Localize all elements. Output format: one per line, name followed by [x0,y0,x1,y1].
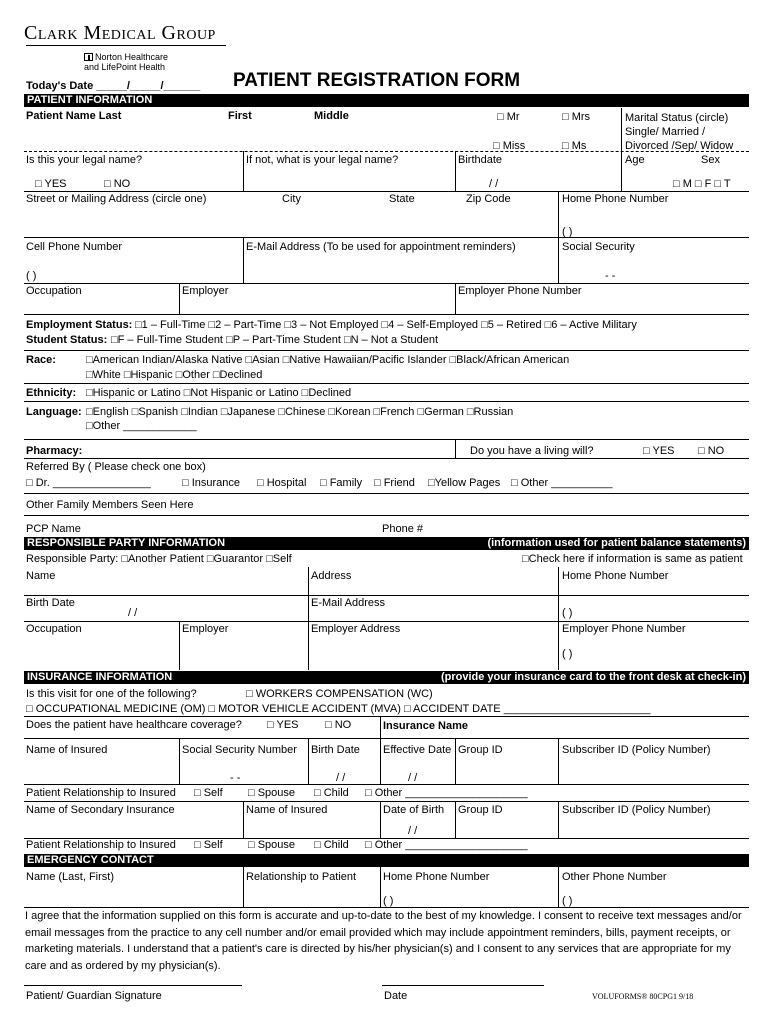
patient-signature-field[interactable]: Patient/ Guardian Signature [26,990,162,1002]
legal-name-no-checkbox[interactable]: □ NO [104,178,131,190]
student-status-label: Student Status: [26,334,108,346]
title-miss-checkbox[interactable]: □ Miss [493,140,526,152]
section-note: (provide your insurance card to the front desk at check-in) [440,671,746,683]
employer-field[interactable]: Employer [182,285,229,297]
employment-status-options[interactable]: □1 – Full-Time □2 – Part-Time □3 – Not Employed □4 – Self-Employed □5 – Retired □6 – Active Military [135,319,637,331]
clinic-logo [24,22,216,45]
responsible-email-field[interactable]: E-Mail Address [311,597,385,609]
living-will-no-checkbox[interactable]: □ NO [698,445,725,457]
responsible-birth-date-field[interactable]: Birth Date [26,597,75,609]
section-title: INSURANCE INFORMATION [27,671,173,683]
state-field[interactable]: State [389,193,415,205]
todays-date-field[interactable]: Today's Date _____/_____/______ [26,80,201,92]
norton-mark-icon [84,53,93,61]
cell-area-code: ( ) [26,270,37,282]
pcp-name-field[interactable]: PCP Name [26,523,81,535]
patient-last-name-field[interactable]: Patient Name Last [26,110,122,122]
date-line [382,985,544,986]
ssn-dashes: - - [605,270,616,282]
signature-line [24,985,242,986]
race-options-1[interactable]: □American Indian/Alaska Native □Asian □Native Hawaiian/Pacific Islander □Black/African American [86,354,570,366]
occupation-field[interactable]: Occupation [26,285,82,297]
referred-hospital-checkbox[interactable]: □ Hospital [257,477,307,489]
relationship-other-checkbox[interactable]: □ Other ____________________ [365,787,528,799]
visit-type-options[interactable]: □ OCCUPATIONAL MEDICINE (OM) □ MOTOR VEHICLE ACCIDENT (MVA) □ ACCIDENT DATE ________________________ [26,703,651,715]
subscriber-id-field[interactable]: Subscriber ID (Policy Number) [562,744,711,756]
race-label: Race: [26,354,56,366]
responsible-phone-area-code: ( ) [562,607,573,619]
emergency-home-phone-field[interactable]: Home Phone Number [383,871,490,883]
employment-status-label: Employment Status: [26,319,133,331]
referred-friend-checkbox[interactable]: □ Friend [374,477,415,489]
birthdate-field[interactable]: Birthdate [458,154,503,166]
other-family-members-field[interactable]: Other Family Members Seen Here [26,499,194,511]
legal-name-question: Is this your legal name? [26,154,143,166]
form-title: PATIENT REGISTRATION FORM [233,70,521,91]
pharmacy-field[interactable]: Pharmacy: [26,445,83,457]
patient-middle-name-field[interactable]: Middle [314,110,349,122]
secondary-subscriber-id-field[interactable]: Subscriber ID (Policy Number) [562,804,711,816]
sex-label: Sex [701,154,720,166]
street-address-field[interactable]: Street or Mailing Address (circle one) [26,193,207,205]
workers-comp-checkbox[interactable]: □ WORKERS COMPENSATION (WC) [246,688,433,700]
secondary-group-id-field[interactable]: Group ID [458,804,503,816]
section-insurance-information [24,671,749,684]
title-mr-checkbox[interactable]: □ Mr [497,111,520,123]
age-field[interactable]: Age [625,154,645,166]
referred-other-checkbox[interactable]: □ Other __________ [511,477,613,489]
zip-code-field[interactable]: Zip Code [466,193,511,205]
insured-ssn-dashes: - - [230,772,241,784]
section-title: RESPONSIBLE PARTY INFORMATION [27,537,226,549]
responsible-employer-field[interactable]: Employer [182,623,229,635]
visit-type-question: Is this visit for one of the following? [26,688,197,700]
responsible-employer-address-field[interactable]: Employer Address [311,623,401,635]
marital-options-2: Divorced /Sep/ Widow [625,140,734,152]
section-title: PATIENT INFORMATION [27,94,153,106]
group-id-field[interactable]: Group ID [458,744,503,756]
sex-options[interactable]: □ M □ F □ T [673,178,731,190]
responsible-name-field[interactable]: Name [26,570,56,582]
emergency-home-area-code: ( ) [383,895,394,907]
referred-insurance-checkbox[interactable]: □ Insurance [182,477,241,489]
consent-agreement-text: I agree that the information supplied on this form is accurate and up-to-date to the best of my knowledge. I consent to receive text messages and/or email messages from the practice to any cell number and/or email provided which may include appointment reminders, bills, payment receipts, or marketing materials. I understand that a patient's care is directed by his/her physician(s) and I consent to any services that are appropriate for my care and as ordered by my physician(s). [25,910,742,972]
effective-date-field[interactable]: Effective Date [383,744,452,756]
insured-birth-date-field[interactable]: Birth Date [311,744,360,756]
email-field[interactable]: E-Mail Address (To be used for appointment reminders) [246,241,516,253]
title-ms-checkbox[interactable]: □ Ms [562,140,587,152]
section-note: (information used for patient balance statements) [487,537,746,549]
responsible-occupation-field[interactable]: Occupation [26,623,82,635]
relationship-spouse-checkbox-2[interactable]: □ Spouse [248,839,296,851]
section-responsible-party [24,537,749,550]
referred-dr-checkbox[interactable]: □ Dr. ________________ [26,477,151,489]
ethnicity-label: Ethnicity: [26,387,77,399]
language-label: Language: [26,406,82,418]
same-as-patient-checkbox[interactable]: □Check here if information is same as patient [522,553,743,565]
pcp-phone-field[interactable]: Phone # [382,523,423,535]
logo-sub-line1: Norton Healthcare [95,52,169,62]
coverage-question: Does the patient have healthcare coverage? [26,719,242,731]
student-status-options[interactable]: □F – Full-Time Student □P – Part-Time Student □N – Not a Student [111,334,439,346]
coverage-yes-checkbox[interactable]: □ YES [267,719,299,731]
secondary-name-of-insured-field[interactable]: Name of Insured [246,804,328,816]
living-will-yes-checkbox[interactable]: □ YES [643,445,675,457]
living-will-question: Do you have a living will? [470,445,594,457]
emergency-other-area-code: ( ) [562,895,573,907]
signature-date-field[interactable]: Date [384,990,408,1002]
logo-text: Clark Medical Group [24,22,216,44]
secondary-dob-field[interactable]: Date of Birth [383,804,445,816]
name-of-insured-field[interactable]: Name of Insured [26,744,108,756]
insurance-name-field[interactable]: Insurance Name [383,720,468,732]
relationship-label: Patient Relationship to Insured [26,787,176,799]
referred-yellow-pages-checkbox[interactable]: □Yellow Pages [428,477,501,489]
ethnicity-options[interactable]: □Hispanic or Latino □Not Hispanic or Latino □Declined [86,387,352,399]
responsible-bd-slashes: / / [128,607,138,619]
emergency-name-field[interactable]: Name (Last, First) [26,871,115,883]
language-options-2[interactable]: □Other ____________ [86,420,197,432]
relationship-child-checkbox-2[interactable]: □ Child [314,839,349,851]
responsible-employer-phone-field[interactable]: Employer Phone Number [562,623,686,635]
marital-label: Marital Status (circle) [625,112,729,124]
insured-bd-slashes: / / [336,772,346,784]
section-patient-information [24,94,749,107]
insured-ssn-field[interactable]: Social Security Number [182,744,297,756]
responsible-address-field[interactable]: Address [311,570,352,582]
relationship-other-checkbox-2[interactable]: □ Other ____________________ [365,839,528,851]
alternate-legal-name-field[interactable]: If not, what is your legal name? [246,154,399,166]
title-mrs-checkbox[interactable]: □ Mrs [562,111,591,123]
relationship-spouse-checkbox[interactable]: □ Spouse [248,787,296,799]
relationship-self-checkbox-2[interactable]: □ Self [194,839,223,851]
effective-date-slashes: / / [408,772,418,784]
responsible-employer-area-code: ( ) [562,648,573,660]
cell-phone-field[interactable]: Cell Phone Number [26,241,122,253]
logo-sub-line2: and LifePoint Health [84,62,166,72]
secondary-dob-slashes: / / [408,825,418,837]
referred-by-label: Referred By ( Please check one box) [26,461,206,473]
employer-phone-field[interactable]: Employer Phone Number [458,285,582,297]
relationship-child-checkbox[interactable]: □ Child [314,787,349,799]
legal-name-yes-checkbox[interactable]: □ YES [35,178,67,190]
section-emergency-contact [24,854,749,867]
logo-subtitle [84,52,168,72]
responsible-home-phone-field[interactable]: Home Phone Number [562,570,669,582]
logo-rule [26,45,226,46]
responsible-party-options[interactable]: Responsible Party: □Another Patient □Guarantor □Self [26,553,292,565]
secondary-insurance-field[interactable]: Name of Secondary Insurance [26,804,175,816]
emergency-other-phone-field[interactable]: Other Phone Number [562,871,667,883]
relationship-self-checkbox[interactable]: □ Self [194,787,223,799]
marital-status-field[interactable] [625,111,733,153]
race-options-2[interactable]: □White □Hispanic □Other □Declined [86,369,263,381]
form-footer-code: VOLUFORMS® 80CPG1 9/18 [592,992,694,1001]
relationship-label-2: Patient Relationship to Insured [26,839,176,851]
social-security-field[interactable]: Social Security [562,241,635,253]
birthdate-slashes: / / [489,178,499,190]
coverage-no-checkbox[interactable]: □ NO [325,719,352,731]
section-title: EMERGENCY CONTACT [27,854,154,866]
language-options-1[interactable]: □English □Spanish □Indian □Japanese □Chinese □Korean □French □German □Russian [86,406,514,418]
home-phone-field[interactable]: Home Phone Number [562,193,669,205]
referred-family-checkbox[interactable]: □ Family [320,477,363,489]
home-phone-area-code: ( ) [562,226,573,238]
patient-first-name-field[interactable]: First [228,110,252,122]
city-field[interactable]: City [282,193,301,205]
emergency-relationship-field[interactable]: Relationship to Patient [246,871,357,883]
marital-options-1: Single/ Married / [625,126,706,138]
